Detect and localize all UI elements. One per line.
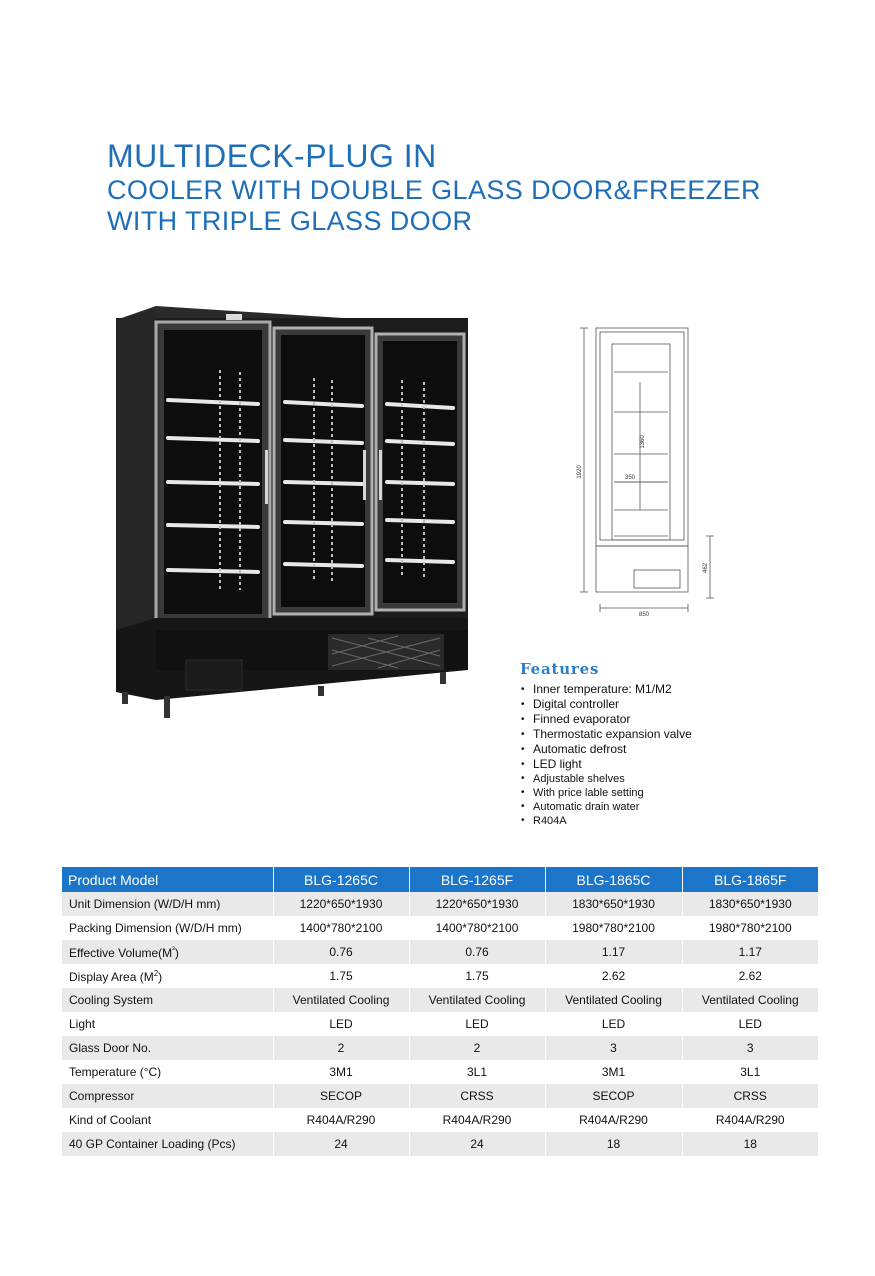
table-cell: Ventilated Cooling [273,988,409,1012]
feature-item: • Automatic defrost [520,742,692,757]
row-label-suffix: ) [174,945,179,960]
table-cell: 1220*650*1930 [273,892,409,916]
page-title: MULTIDECK-PLUG IN [107,138,437,174]
table-cell: 24 [409,1132,545,1156]
table-cell: 2 [273,1036,409,1060]
table-cell: 1400*780*2100 [273,916,409,940]
table-cell: LED [545,1012,682,1036]
table-row [62,892,818,916]
table-cell: LED [409,1012,545,1036]
row-label: Compressor [62,1084,273,1108]
row-label-sup: 2 [153,968,159,978]
table-row [62,964,818,988]
table-cell: 1830*650*1930 [682,892,818,916]
product-photo [108,300,480,730]
page-subtitle-line1: COOLER WITH DOUBLE GLASS DOOR&FREEZER [107,175,761,205]
feature-item: • R404A [520,814,692,828]
feature-item: • Finned evaporator [520,712,692,727]
table-cell: 1.75 [409,964,545,988]
feature-item: • Automatic drain water [520,800,692,814]
table-header-row [62,867,818,892]
drawing-dim-shelf-height: 1360 [640,435,646,449]
table-cell: 2.62 [545,964,682,988]
header-cell: Product Model [62,867,273,892]
table-row [62,988,818,1012]
feature-item: • Digital controller [520,697,692,712]
table-cell: 1220*650*1930 [409,892,545,916]
header-cell: BLG-1265F [409,867,545,892]
table-cell: 0.76 [273,940,409,964]
table-row [62,916,818,940]
page-subtitle-line2: WITH TRIPLE GLASS DOOR [107,206,473,236]
drawing-dim-depth: 850 [638,612,650,617]
table-cell: Ventilated Cooling [545,988,682,1012]
table-cell: 1.75 [273,964,409,988]
row-label [62,964,273,988]
feature-item: • Adjustable shelves [520,772,692,786]
row-label: Cooling System [62,988,273,1012]
table-cell: 18 [545,1132,682,1156]
table-cell: CRSS [409,1084,545,1108]
table-row [62,1084,818,1108]
header-cell: BLG-1865F [682,867,818,892]
specs-table [62,867,818,1156]
table-cell: 3M1 [545,1060,682,1084]
table-row [62,1012,818,1036]
drawing-dim-shelf-depth: 350 [624,475,636,481]
table-cell: 24 [273,1132,409,1156]
table-cell: 1830*650*1930 [545,892,682,916]
row-label: Kind of Coolant [62,1108,273,1132]
table-cell: LED [682,1012,818,1036]
feature-item: • Thermostatic expansion valve [520,727,692,742]
table-row [62,1036,818,1060]
table-row [62,940,818,964]
table-row [62,1108,818,1132]
glass-door-right [376,334,464,610]
table-cell: 3 [682,1036,818,1060]
table-cell: SECOP [545,1084,682,1108]
table-cell: R404A/R290 [682,1108,818,1132]
row-label: Unit Dimension (W/D/H mm) [62,892,273,916]
features-heading: Features [520,660,600,678]
glass-door-left [156,322,270,622]
row-label [62,940,273,964]
table-cell: R404A/R290 [545,1108,682,1132]
glass-door-middle [274,328,372,614]
features-section [520,660,692,828]
table-cell: 1980*780*2100 [545,916,682,940]
table-cell: R404A/R290 [273,1108,409,1132]
row-label: Light [62,1012,273,1036]
table-cell: LED [273,1012,409,1036]
table-cell: R404A/R290 [409,1108,545,1132]
table-cell: Ventilated Cooling [409,988,545,1012]
table-cell: SECOP [273,1084,409,1108]
table-cell: 3M1 [273,1060,409,1084]
drawing-dim-base: 462 [703,562,709,574]
table-cell: 18 [682,1132,818,1156]
row-label-text: Effective Volume(M [69,945,173,960]
row-label: 40 GP Container Loading (Pcs) [62,1132,273,1156]
table-cell: 2 [409,1036,545,1060]
table-row [62,1060,818,1084]
table-cell: 3 [545,1036,682,1060]
table-cell: 1980*780*2100 [682,916,818,940]
feature-item: • LED light [520,757,692,772]
table-cell: 1.17 [682,940,818,964]
table-cell: 1.17 [545,940,682,964]
row-label-text: Display Area (M [69,969,154,984]
technical-drawing [570,322,720,617]
table-cell: CRSS [682,1084,818,1108]
feature-item: • Inner temperature: M1/M2 [520,682,692,697]
table-cell: 0.76 [409,940,545,964]
header-cell: BLG-1865C [545,867,682,892]
row-label: Glass Door No. [62,1036,273,1060]
row-label: Packing Dimension (W/D/H mm) [62,916,273,940]
table-row [62,1132,818,1156]
feature-item: • With price lable setting [520,786,692,800]
table-cell: 1400*780*2100 [409,916,545,940]
row-label: Temperature (°C) [62,1060,273,1084]
table-cell: Ventilated Cooling [682,988,818,1012]
drawing-dim-height: 1920 [577,465,583,479]
row-label-suffix: ) [158,969,163,984]
table-cell: 2.62 [682,964,818,988]
table-cell: 3L1 [409,1060,545,1084]
header-cell: BLG-1265C [273,867,409,892]
table-cell: 3L1 [682,1060,818,1084]
row-label-sup: ³ [172,944,175,954]
features-list [520,682,692,828]
title-block [107,137,761,237]
